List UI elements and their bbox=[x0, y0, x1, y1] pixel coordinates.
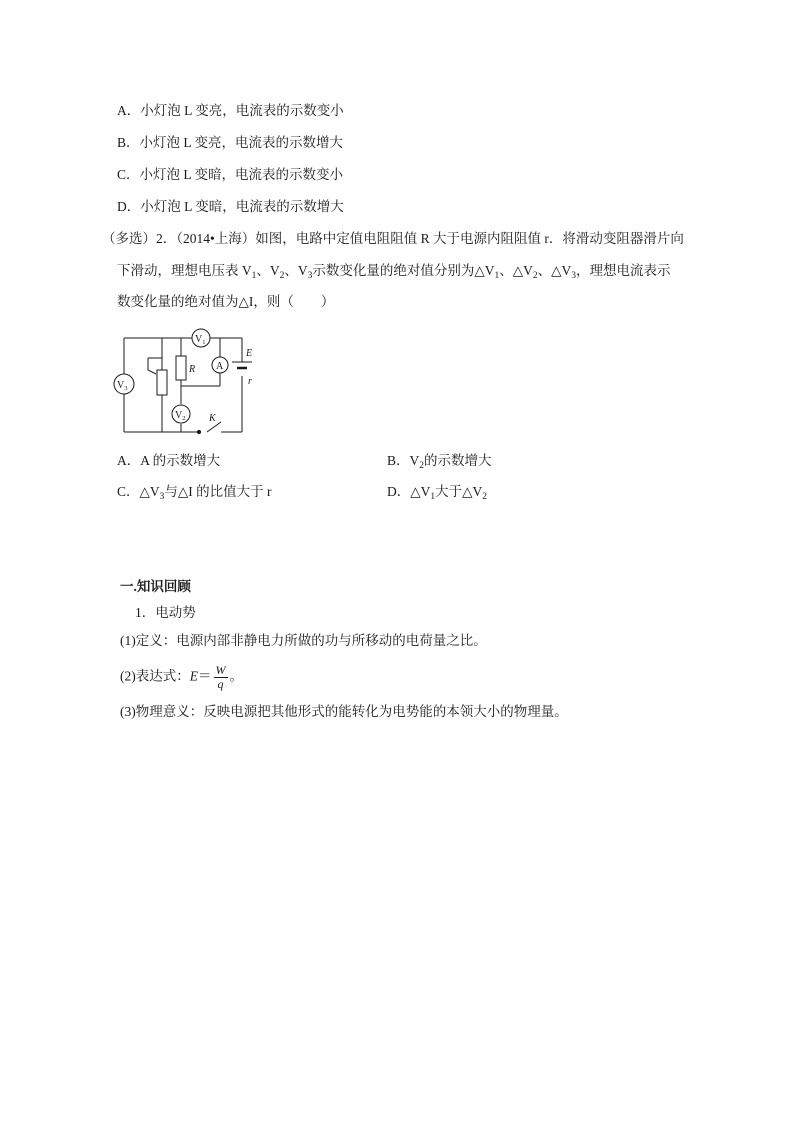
switch-k-label: K bbox=[209, 413, 216, 424]
q1-option-a: A．小灯泡 L 变亮，电流表的示数变小 bbox=[117, 103, 344, 118]
q2-stem-line1: （多选）2．（2014•上海）如图，电路中定值电阻阻值 R 大于电源内阻阻值 r．将滑动变阻器滑片向 bbox=[102, 231, 684, 246]
q2-option-b: B．$V_2$的示数增大 bbox=[387, 453, 492, 471]
switch-contact-left bbox=[197, 430, 200, 433]
review-heading: 一.知识回顾 bbox=[120, 579, 191, 594]
emf-label: E bbox=[246, 348, 253, 359]
q2-stem-line3: 数变化量的绝对值为△I，则（ ） bbox=[117, 294, 335, 309]
q2-stem-line2: 下滑动，理想电压表 $V_1$、$V_2$、$V_3$示数变化量的绝对值分别为$\triangle V_1$、$\triangle V_2$、$\triangle V_3$，理想电流表示 bbox=[117, 263, 671, 281]
v3-label: $V_3$ bbox=[117, 380, 128, 392]
review-expression: (2)表达式：E＝ $\frac{W}{q}$ 。 bbox=[120, 663, 243, 691]
ammeter-label: A bbox=[216, 361, 224, 372]
v1-label: $V_1$ bbox=[195, 334, 206, 346]
q2-option-a: A．A 的示数增大 bbox=[117, 453, 221, 468]
emf-fraction: $\frac{W}{q}$ bbox=[215, 663, 226, 691]
review-definition: (1)定义：电源内部非静电力所做的功与所移动的电荷量之比。 bbox=[120, 633, 487, 648]
rheostat-slider-arm bbox=[148, 358, 156, 374]
q1-option-d: D．小灯泡 L 变暗，电流表的示数增大 bbox=[117, 199, 344, 214]
review-meaning: (3)物理意义：反映电源把其他形式的能转化为电势能的本领大小的物理量。 bbox=[120, 704, 568, 719]
rheostat-body bbox=[157, 370, 167, 395]
q2-option-c: C．$\triangle V_3$与△I 的比值大于 r bbox=[117, 484, 272, 502]
q1-option-b: B．小灯泡 L 变亮，电流表的示数增大 bbox=[117, 135, 343, 150]
q1-option-c: C．小灯泡 L 变暗，电流表的示数变小 bbox=[117, 167, 343, 182]
q2-option-d: D．$\triangle V_1$大于$\triangle V_2$ bbox=[387, 484, 488, 502]
resistor-r-label: R bbox=[189, 364, 196, 375]
circuit-diagram bbox=[112, 322, 262, 437]
review-item-emf: 1．电动势 bbox=[135, 605, 196, 620]
internal-r-label: r bbox=[248, 376, 252, 387]
v2-label: $V_2$ bbox=[175, 410, 186, 422]
resistor-r-body bbox=[176, 356, 186, 380]
